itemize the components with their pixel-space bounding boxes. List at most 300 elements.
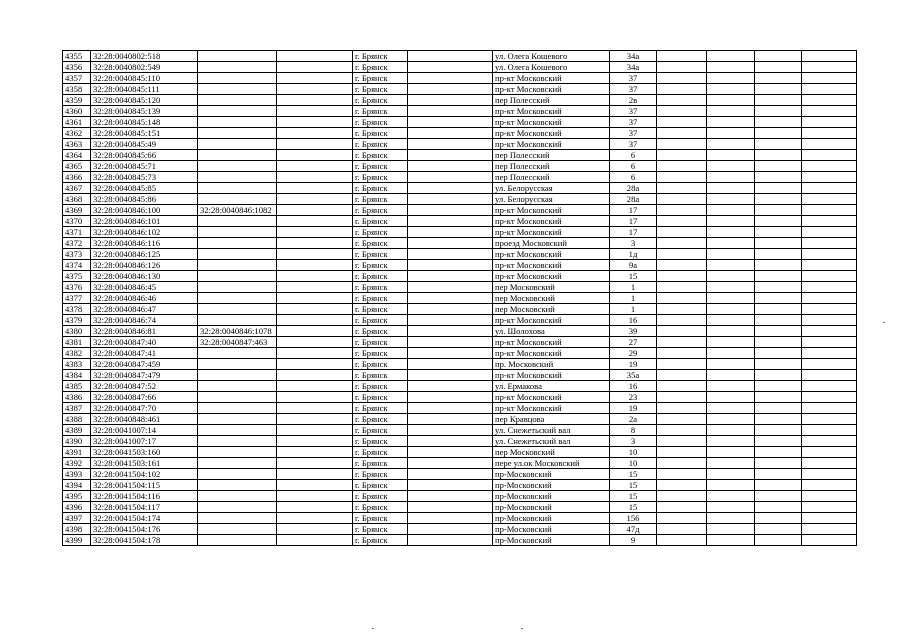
empty-cell xyxy=(277,337,353,348)
registry-table-body xyxy=(63,51,857,546)
house-number-cell: 16 xyxy=(610,315,657,326)
cadastral-number-cell: 32:28:0041503:161 xyxy=(91,458,198,469)
empty-cell xyxy=(755,326,802,337)
street-cell: пр-кт Московский xyxy=(493,139,610,150)
cadastral-number-cell: 32:28:0041504:116 xyxy=(91,491,198,502)
empty-cell xyxy=(657,271,707,282)
empty-cell xyxy=(408,128,493,139)
empty-cell xyxy=(657,161,707,172)
empty-cell xyxy=(802,491,857,502)
house-number-cell: 8 xyxy=(610,425,657,436)
street-cell: пр-кт Московский xyxy=(493,337,610,348)
linked-cadastral-number-cell xyxy=(198,282,277,293)
table-row xyxy=(63,73,857,84)
empty-cell xyxy=(657,469,707,480)
empty-cell xyxy=(707,392,755,403)
empty-cell xyxy=(802,183,857,194)
house-number-cell: 9 xyxy=(610,535,657,546)
row-number-cell: 4387 xyxy=(63,403,91,414)
empty-cell xyxy=(755,425,802,436)
empty-cell xyxy=(802,469,857,480)
empty-cell xyxy=(707,535,755,546)
table-row xyxy=(63,535,857,546)
empty-cell xyxy=(755,403,802,414)
empty-cell xyxy=(657,51,707,62)
empty-cell xyxy=(408,502,493,513)
house-number-cell: 28а xyxy=(610,194,657,205)
row-number-cell: 4373 xyxy=(63,249,91,260)
empty-cell xyxy=(408,381,493,392)
city-cell: г. Брянск xyxy=(353,117,408,128)
empty-cell xyxy=(408,458,493,469)
city-cell: г. Брянск xyxy=(353,227,408,238)
row-number-cell: 4388 xyxy=(63,414,91,425)
empty-cell xyxy=(277,249,353,260)
empty-cell xyxy=(657,436,707,447)
city-cell: г. Брянск xyxy=(353,260,408,271)
empty-cell xyxy=(277,315,353,326)
house-number-cell: 28а xyxy=(610,183,657,194)
empty-cell xyxy=(755,348,802,359)
street-cell: пр-кт Московский xyxy=(493,73,610,84)
street-cell: проезд Московский xyxy=(493,238,610,249)
empty-cell xyxy=(277,117,353,128)
street-cell: ул. Олега Кошевого xyxy=(493,62,610,73)
empty-cell xyxy=(755,139,802,150)
empty-cell xyxy=(707,425,755,436)
empty-cell xyxy=(277,95,353,106)
linked-cadastral-number-cell xyxy=(198,458,277,469)
empty-cell xyxy=(755,392,802,403)
street-cell: пер Кравцова xyxy=(493,414,610,425)
empty-cell xyxy=(802,513,857,524)
table-row xyxy=(63,524,857,535)
empty-cell xyxy=(802,293,857,304)
cadastral-number-cell: 32:28:0040846:126 xyxy=(91,260,198,271)
empty-cell xyxy=(755,381,802,392)
empty-cell xyxy=(657,106,707,117)
empty-cell xyxy=(802,117,857,128)
city-cell: г. Брянск xyxy=(353,51,408,62)
empty-cell xyxy=(755,73,802,84)
linked-cadastral-number-cell xyxy=(198,51,277,62)
house-number-cell: 156 xyxy=(610,513,657,524)
empty-cell xyxy=(802,249,857,260)
street-cell: пер Полесский xyxy=(493,150,610,161)
table-row xyxy=(63,293,857,304)
linked-cadastral-number-cell xyxy=(198,513,277,524)
table-row xyxy=(63,359,857,370)
empty-cell xyxy=(657,403,707,414)
city-cell: г. Брянск xyxy=(353,271,408,282)
empty-cell xyxy=(802,315,857,326)
empty-cell xyxy=(802,73,857,84)
house-number-cell: 6 xyxy=(610,161,657,172)
empty-cell xyxy=(755,304,802,315)
empty-cell xyxy=(707,216,755,227)
cadastral-number-cell: 32:28:0040846:45 xyxy=(91,282,198,293)
house-number-cell: 37 xyxy=(610,73,657,84)
empty-cell xyxy=(408,73,493,84)
cadastral-number-cell: 32:28:0041504:102 xyxy=(91,469,198,480)
street-cell: ул. Снежетьский вал xyxy=(493,425,610,436)
empty-cell xyxy=(755,194,802,205)
empty-cell xyxy=(657,447,707,458)
cadastral-number-cell: 32:28:0041504:176 xyxy=(91,524,198,535)
street-cell: пр-кт Московский xyxy=(493,249,610,260)
linked-cadastral-number-cell xyxy=(198,502,277,513)
table-row xyxy=(63,194,857,205)
street-cell: пр-кт Московский xyxy=(493,227,610,238)
empty-cell xyxy=(277,458,353,469)
street-cell: пр-Московский xyxy=(493,524,610,535)
city-cell: г. Брянск xyxy=(353,535,408,546)
empty-cell xyxy=(802,425,857,436)
street-cell: пер Полесский xyxy=(493,95,610,106)
empty-cell xyxy=(277,469,353,480)
empty-cell xyxy=(657,282,707,293)
empty-cell xyxy=(802,51,857,62)
city-cell: г. Брянск xyxy=(353,491,408,502)
empty-cell xyxy=(802,271,857,282)
linked-cadastral-number-cell xyxy=(198,414,277,425)
empty-cell xyxy=(657,260,707,271)
linked-cadastral-number-cell xyxy=(198,447,277,458)
empty-cell xyxy=(755,150,802,161)
empty-cell xyxy=(707,238,755,249)
empty-cell xyxy=(802,161,857,172)
city-cell: г. Брянск xyxy=(353,392,408,403)
street-cell: пр-кт Московский xyxy=(493,392,610,403)
table-row xyxy=(63,172,857,183)
empty-cell xyxy=(755,359,802,370)
city-cell: г. Брянск xyxy=(353,106,408,117)
empty-cell xyxy=(657,73,707,84)
empty-cell xyxy=(755,414,802,425)
cadastral-number-cell: 32:28:0040845:71 xyxy=(91,161,198,172)
linked-cadastral-number-cell xyxy=(198,469,277,480)
empty-cell xyxy=(755,337,802,348)
cadastral-number-cell: 32:28:0040847:52 xyxy=(91,381,198,392)
empty-cell xyxy=(408,62,493,73)
empty-cell xyxy=(755,260,802,271)
table-row xyxy=(63,381,857,392)
empty-cell xyxy=(707,315,755,326)
house-number-cell: 47д xyxy=(610,524,657,535)
empty-cell xyxy=(707,304,755,315)
row-number-cell: 4381 xyxy=(63,337,91,348)
empty-cell xyxy=(707,469,755,480)
row-number-cell: 4371 xyxy=(63,227,91,238)
city-cell: г. Брянск xyxy=(353,172,408,183)
row-number-cell: 4358 xyxy=(63,84,91,95)
empty-cell xyxy=(408,403,493,414)
empty-cell xyxy=(277,51,353,62)
table-row xyxy=(63,502,857,513)
city-cell: г. Брянск xyxy=(353,359,408,370)
empty-cell xyxy=(657,359,707,370)
table-row xyxy=(63,282,857,293)
linked-cadastral-number-cell xyxy=(198,84,277,95)
empty-cell xyxy=(408,304,493,315)
empty-cell xyxy=(277,535,353,546)
table-row xyxy=(63,414,857,425)
empty-cell xyxy=(408,216,493,227)
empty-cell xyxy=(657,139,707,150)
empty-cell xyxy=(408,183,493,194)
street-cell: пере ул.ок Московский xyxy=(493,458,610,469)
city-cell: г. Брянск xyxy=(353,337,408,348)
empty-cell xyxy=(657,304,707,315)
row-number-cell: 4386 xyxy=(63,392,91,403)
empty-cell xyxy=(802,95,857,106)
linked-cadastral-number-cell xyxy=(198,249,277,260)
empty-cell xyxy=(707,117,755,128)
cadastral-number-cell: 32:28:0040847:459 xyxy=(91,359,198,370)
table-row xyxy=(63,326,857,337)
city-cell: г. Брянск xyxy=(353,447,408,458)
street-cell: пр-кт Московский xyxy=(493,260,610,271)
empty-cell xyxy=(657,524,707,535)
empty-cell xyxy=(657,84,707,95)
city-cell: г. Брянск xyxy=(353,205,408,216)
house-number-cell: 3 xyxy=(610,238,657,249)
empty-cell xyxy=(408,326,493,337)
house-number-cell: 15 xyxy=(610,271,657,282)
empty-cell xyxy=(277,84,353,95)
row-number-cell: 4396 xyxy=(63,502,91,513)
empty-cell xyxy=(408,172,493,183)
empty-cell xyxy=(707,73,755,84)
street-cell: ул. Белорусская xyxy=(493,194,610,205)
empty-cell xyxy=(755,315,802,326)
street-cell: пер Московский xyxy=(493,293,610,304)
street-cell: пр-кт Московский xyxy=(493,216,610,227)
linked-cadastral-number-cell xyxy=(198,359,277,370)
row-number-cell: 4364 xyxy=(63,150,91,161)
table-row xyxy=(63,348,857,359)
row-number-cell: 4368 xyxy=(63,194,91,205)
linked-cadastral-number-cell xyxy=(198,315,277,326)
empty-cell xyxy=(277,150,353,161)
linked-cadastral-number-cell xyxy=(198,260,277,271)
empty-cell xyxy=(277,381,353,392)
empty-cell xyxy=(802,128,857,139)
empty-cell xyxy=(707,161,755,172)
house-number-cell: 2в xyxy=(610,95,657,106)
empty-cell xyxy=(707,205,755,216)
empty-cell xyxy=(707,183,755,194)
city-cell: г. Брянск xyxy=(353,513,408,524)
table-row xyxy=(63,370,857,381)
house-number-cell: 10 xyxy=(610,447,657,458)
empty-cell xyxy=(277,62,353,73)
cadastral-number-cell: 32:28:0041007:17 xyxy=(91,436,198,447)
row-number-cell: 4375 xyxy=(63,271,91,282)
empty-cell xyxy=(277,370,353,381)
empty-cell xyxy=(802,447,857,458)
row-number-cell: 4355 xyxy=(63,51,91,62)
empty-cell xyxy=(707,260,755,271)
empty-cell xyxy=(277,216,353,227)
empty-cell xyxy=(277,106,353,117)
empty-cell xyxy=(802,62,857,73)
scan-speck xyxy=(883,322,885,323)
street-cell: пр-кт Московский xyxy=(493,370,610,381)
empty-cell xyxy=(408,436,493,447)
street-cell: пр-Московский xyxy=(493,480,610,491)
linked-cadastral-number-cell: 32:28:0040847:463 xyxy=(198,337,277,348)
cadastral-number-cell: 32:28:0040845:139 xyxy=(91,106,198,117)
row-number-cell: 4372 xyxy=(63,238,91,249)
city-cell: г. Брянск xyxy=(353,139,408,150)
house-number-cell: 6 xyxy=(610,172,657,183)
empty-cell xyxy=(408,491,493,502)
scan-speck xyxy=(521,628,523,629)
empty-cell xyxy=(408,249,493,260)
row-number-cell: 4391 xyxy=(63,447,91,458)
house-number-cell: 17 xyxy=(610,227,657,238)
empty-cell xyxy=(755,535,802,546)
empty-cell xyxy=(277,304,353,315)
empty-cell xyxy=(707,84,755,95)
empty-cell xyxy=(755,216,802,227)
house-number-cell: 35а xyxy=(610,370,657,381)
row-number-cell: 4393 xyxy=(63,469,91,480)
empty-cell xyxy=(408,205,493,216)
empty-cell xyxy=(408,260,493,271)
house-number-cell: 6 xyxy=(610,150,657,161)
empty-cell xyxy=(277,73,353,84)
cadastral-number-cell: 32:28:0040848:461 xyxy=(91,414,198,425)
city-cell: г. Брянск xyxy=(353,183,408,194)
row-number-cell: 4392 xyxy=(63,458,91,469)
linked-cadastral-number-cell xyxy=(198,227,277,238)
cadastral-number-cell: 32:28:0040847:40 xyxy=(91,337,198,348)
empty-cell xyxy=(277,502,353,513)
street-cell: пр-кт Московский xyxy=(493,106,610,117)
empty-cell xyxy=(802,238,857,249)
cadastral-number-cell: 32:28:0040846:102 xyxy=(91,227,198,238)
row-number-cell: 4382 xyxy=(63,348,91,359)
linked-cadastral-number-cell xyxy=(198,183,277,194)
street-cell: ул. Снежетьский вал xyxy=(493,436,610,447)
empty-cell xyxy=(277,227,353,238)
linked-cadastral-number-cell xyxy=(198,62,277,73)
cadastral-number-cell: 32:28:0040846:125 xyxy=(91,249,198,260)
table-row xyxy=(63,458,857,469)
cadastral-number-cell: 32:28:0040845:73 xyxy=(91,172,198,183)
linked-cadastral-number-cell xyxy=(198,271,277,282)
empty-cell xyxy=(755,458,802,469)
linked-cadastral-number-cell xyxy=(198,524,277,535)
cadastral-number-cell: 32:28:0041504:178 xyxy=(91,535,198,546)
city-cell: г. Брянск xyxy=(353,216,408,227)
linked-cadastral-number-cell xyxy=(198,392,277,403)
row-number-cell: 4361 xyxy=(63,117,91,128)
empty-cell xyxy=(707,227,755,238)
linked-cadastral-number-cell xyxy=(198,293,277,304)
linked-cadastral-number-cell: 32:28:0040846:1078 xyxy=(198,326,277,337)
row-number-cell: 4383 xyxy=(63,359,91,370)
linked-cadastral-number-cell xyxy=(198,304,277,315)
table-row xyxy=(63,337,857,348)
empty-cell xyxy=(277,436,353,447)
empty-cell xyxy=(802,348,857,359)
linked-cadastral-number-cell xyxy=(198,172,277,183)
house-number-cell: 27 xyxy=(610,337,657,348)
empty-cell xyxy=(408,51,493,62)
empty-cell xyxy=(755,293,802,304)
empty-cell xyxy=(657,216,707,227)
row-number-cell: 4398 xyxy=(63,524,91,535)
empty-cell xyxy=(277,414,353,425)
city-cell: г. Брянск xyxy=(353,425,408,436)
empty-cell xyxy=(277,326,353,337)
empty-cell xyxy=(707,458,755,469)
house-number-cell: 34а xyxy=(610,62,657,73)
cadastral-number-cell: 32:28:0040845:86 xyxy=(91,194,198,205)
empty-cell xyxy=(802,392,857,403)
house-number-cell: 2а xyxy=(610,414,657,425)
empty-cell xyxy=(277,172,353,183)
street-cell: ул. Олега Кошевого xyxy=(493,51,610,62)
empty-cell xyxy=(657,117,707,128)
empty-cell xyxy=(277,359,353,370)
table-row xyxy=(63,117,857,128)
street-cell: ул. Шолохова xyxy=(493,326,610,337)
linked-cadastral-number-cell xyxy=(198,480,277,491)
street-cell: пер Московский xyxy=(493,304,610,315)
house-number-cell: 19 xyxy=(610,359,657,370)
house-number-cell: 1 xyxy=(610,293,657,304)
table-row xyxy=(63,139,857,150)
cadastral-number-cell: 32:28:0040845:151 xyxy=(91,128,198,139)
cadastral-number-cell: 32:28:0041504:115 xyxy=(91,480,198,491)
empty-cell xyxy=(408,106,493,117)
row-number-cell: 4376 xyxy=(63,282,91,293)
table-row xyxy=(63,436,857,447)
empty-cell xyxy=(657,150,707,161)
cadastral-number-cell: 32:28:0041503:160 xyxy=(91,447,198,458)
empty-cell xyxy=(802,381,857,392)
empty-cell xyxy=(707,139,755,150)
empty-cell xyxy=(657,502,707,513)
empty-cell xyxy=(755,84,802,95)
empty-cell xyxy=(408,469,493,480)
city-cell: г. Брянск xyxy=(353,436,408,447)
city-cell: г. Брянск xyxy=(353,502,408,513)
empty-cell xyxy=(657,535,707,546)
house-number-cell: 3 xyxy=(610,436,657,447)
table-row xyxy=(63,469,857,480)
empty-cell xyxy=(657,293,707,304)
empty-cell xyxy=(707,282,755,293)
empty-cell xyxy=(277,205,353,216)
empty-cell xyxy=(408,513,493,524)
empty-cell xyxy=(408,370,493,381)
empty-cell xyxy=(408,359,493,370)
house-number-cell: 17 xyxy=(610,205,657,216)
empty-cell xyxy=(707,403,755,414)
empty-cell xyxy=(707,414,755,425)
table-row xyxy=(63,84,857,95)
row-number-cell: 4389 xyxy=(63,425,91,436)
table-row xyxy=(63,425,857,436)
cadastral-number-cell: 32:28:0040802:549 xyxy=(91,62,198,73)
city-cell: г. Брянск xyxy=(353,326,408,337)
row-number-cell: 4356 xyxy=(63,62,91,73)
